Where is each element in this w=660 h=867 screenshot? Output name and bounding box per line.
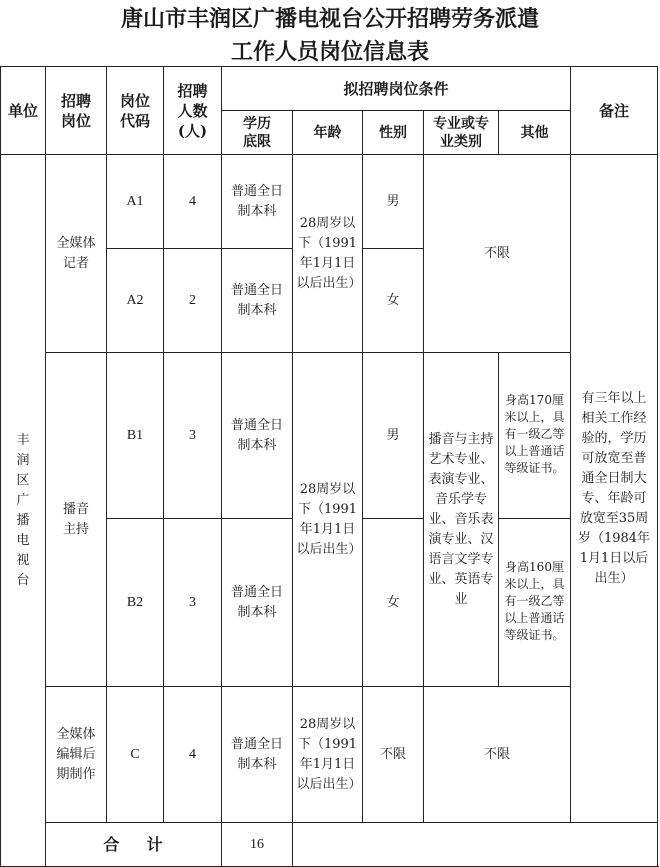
document-title	[0, 0, 660, 69]
age-b: 28周岁以下（1991年1月1日以后出生）	[293, 353, 363, 687]
gender-b2: 女	[363, 519, 424, 687]
position-host: 播音主持	[46, 353, 107, 687]
table-row	[1, 155, 658, 249]
gender-a1: 男	[363, 155, 424, 249]
count-b2: 3	[164, 519, 222, 687]
age-a: 28周岁以下（1991年1月1日以后出生）	[293, 155, 363, 353]
education-a1: 普通全日制本科	[222, 155, 293, 249]
count-b1: 3	[164, 353, 222, 519]
title-line-2: 工作人员岗位信息表	[230, 39, 429, 65]
gender-c: 不限	[363, 687, 424, 823]
table-row	[1, 687, 658, 823]
count-a1: 4	[164, 155, 222, 249]
other-b2: 身高160厘米以上，具有一级乙等以上普通话等级证书。	[499, 519, 571, 687]
header-other: 其他	[499, 111, 571, 155]
total-empty	[293, 823, 658, 867]
position-reporter: 全媒体记者	[46, 155, 107, 353]
header-code: 岗位代码	[107, 67, 164, 155]
position-editor: 全媒体编辑后期制作	[46, 687, 107, 823]
count-a2: 2	[164, 249, 222, 353]
other-b1: 身高170厘米以上，具有一级乙等以上普通话等级证书。	[499, 353, 571, 519]
remarks-cell: 有三年以上相关工作经验的，学历可放宽至普通全日制大专、年龄可放宽至35周岁（1984年1月1日以后出生）	[571, 155, 658, 823]
header-count: 招聘人数(人)	[164, 67, 222, 155]
major-c: 不限	[424, 687, 571, 823]
major-a: 不限	[424, 155, 571, 353]
header-unit: 单位	[1, 67, 46, 155]
education-a2: 普通全日制本科	[222, 249, 293, 353]
table-row	[1, 353, 658, 519]
header-gender: 性别	[363, 111, 424, 155]
education-b1: 普通全日制本科	[222, 353, 293, 519]
header-conditions: 拟招聘岗位条件	[222, 67, 571, 111]
code-c: C	[107, 687, 164, 823]
total-row	[1, 823, 658, 867]
total-label: 合 计	[46, 823, 222, 867]
header-remarks: 备注	[571, 67, 658, 155]
major-b: 播音与主持艺术专业、表演专业、音乐学专业、音乐表演专业、汉语言文学专业、英语专业	[424, 353, 499, 687]
header-education: 学历底限	[222, 111, 293, 155]
education-b2: 普通全日制本科	[222, 519, 293, 687]
position-table	[0, 66, 658, 867]
gender-b1: 男	[363, 353, 424, 519]
count-c: 4	[164, 687, 222, 823]
header-position: 招聘岗位	[46, 67, 107, 155]
code-a2: A2	[107, 249, 164, 353]
gender-a2: 女	[363, 249, 424, 353]
header-major: 专业或专业类别	[424, 111, 499, 155]
unit-cell: 丰润区广播电视台	[1, 155, 46, 867]
age-c: 28周岁以下（1991年1月1日以后出生）	[293, 687, 363, 823]
code-a1: A1	[107, 155, 164, 249]
total-count: 16	[222, 823, 293, 867]
education-c: 普通全日制本科	[222, 687, 293, 823]
code-b1: B1	[107, 353, 164, 519]
header-age: 年龄	[293, 111, 363, 155]
code-b2: B2	[107, 519, 164, 687]
title-line-1: 唐山市丰润区广播电视台公开招聘劳务派遣	[120, 6, 539, 32]
